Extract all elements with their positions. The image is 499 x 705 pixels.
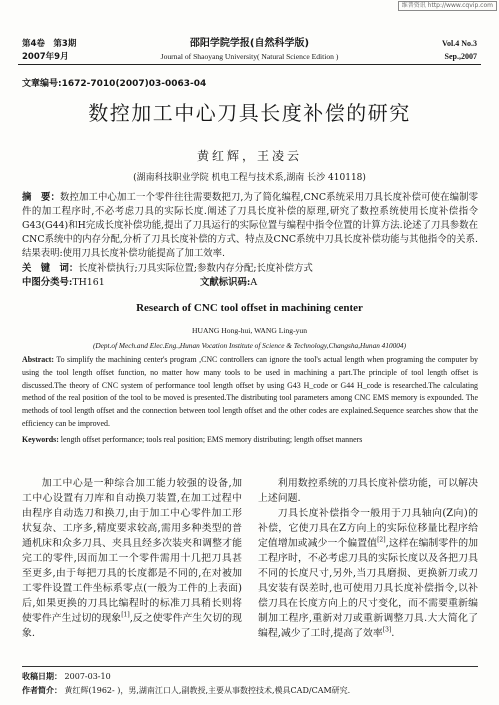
affiliation-cn: (湖南科技职业学院 机电工程与技术系,湖南 长沙 410118) [133,173,366,183]
abstract-en-text: To simplify the machining center's program ,CNC controllers can ignore the tool's actual length when programing the computer by using the tool length offset function, no matter how many tools to be used in machining a part.The principle of tool length offset is discussed.The theory of CNC system of performance tool length offset by using G43 H_code or G44 H_code is researched.The calculating method of the real position of the tool to be moved is presented.The distributing tool parameters among CNC EMS memory is expounded. The methods of tool length offset and the connection between tool length offset and the other codes are explained.Sequence searches show that the efficiency can be improved. [22,355,478,428]
abstract-en-label: Abstract: [22,355,54,364]
volume-number-en: Vol.4 No.3 [441,39,477,48]
body-paragraph: 利用数控系统的刀具长度补偿功能，可以解决上述问题. [258,478,478,504]
article-id-label: 文章编号: [22,79,62,89]
abstract-en [22,354,478,431]
abstract-cn [22,191,478,261]
affiliation-en: (Dept.of Mech.and Elec.Eng.,Hunan Vocation Institute of Science & Technology,Changsha,Hunan 410004) [92,341,407,350]
paragraph-text: ,反之使零件产生欠切的现象. [22,613,242,639]
keywords-en-label: Keywords: [22,435,59,444]
paragraph-text: . [391,628,395,639]
paragraph-text: ,这样在编制零件的加工程序时，不必考虑刀具的实际长度以及各把刀具不同的长度尺寸,另外,当刀具磨损、更换新刀或刀具安装有误差时,也可使用刀具长度补偿指令,以补偿刀具在长度方向上的尺寸变化，而不需要重新编制加工程序,重新对刀或重新调整刀具.大大简化了编程,减少了工时,提高了效率 [258,538,478,639]
author-bio-label: 作者简介： [22,685,62,695]
authors-cn: 黄红辉，王凌云 [196,149,302,163]
keywords-cn-text: 长度补偿执行;刀具实际位置;参数内存分配;长度补偿方式 [78,263,313,274]
journal-name-en: Journal of Shaoyang University( Natural Science Edition ) [160,52,339,61]
received-date-value: 2007-03-10 [62,672,111,681]
paper-title-en: Research of CNC tool offset in machining center [136,302,363,314]
keywords-en-text: length offset performance; tools real position; EMS memory distributing; length offset manners [58,435,363,444]
author-bio [22,684,478,697]
article-id-value: 1672-7010(2007)03-0063-04 [61,79,207,89]
received-date-label: 收稿日期： [22,671,62,681]
citation-ref: [2] [377,536,386,544]
footnote-rule [22,666,478,667]
received-date [22,670,478,683]
abstract-cn-text: 数控加工中心加工一个零件往往需要数把刀,为了简化编程,CNC系统采用刀具长度补偿可使在编制零件的加工程序时,不必考虑刀具的实际长度.阐述了刀具长度补偿的原理,研究了数控系统使用长度补偿指令G43(G44)和H完成长度补偿功能,提出了刀具运行的实际位置与编程中指令位置的计算方法.论述了刀具参数在CNC系统中的内存分配,分析了刀具长度补偿的方式、特点及CNC系统中刀具长度补偿功能与其他指令的关系.结果表明:使用刀具长度补偿功能提高了加工效率. [22,192,478,259]
body-paragraph [22,476,242,641]
document-code-label: 文献标识码: [200,277,251,288]
author-bio-text: 黄红辉(1962- )，男,湖南江口人,副教授,主要从事数控技术,模具CAD/CAM研究. [62,686,351,695]
abstract-cn-label: 摘 要： [22,192,60,203]
journal-name-cn: 邵阳学院学报(自然科学版) [189,38,310,49]
body-paragraph [258,506,478,641]
document-code [200,276,257,290]
header-rule [18,64,481,65]
citation-ref: [3] [382,626,392,634]
keywords-en [22,433,478,446]
watermark-stamp: 维普资讯 http://www.cqvip.com [398,1,497,11]
body-column-left [22,476,242,641]
article-id [22,78,206,90]
issue-date-cn: 2007年9月 [22,52,69,62]
paragraph-text: 刀具长度补偿指令一般用于刀具轴向(Z向)的补偿，它使刀具在Z方向上的实际位移量比程序给定值增加或减少一个偏置值 [258,508,478,549]
body-column-right [258,476,478,641]
clc-number [22,276,105,290]
clc-label: 中图分类号: [22,277,73,288]
paragraph-text: 加工中心是一种综合加工能力较强的设备,加工中心设置有刀库和自动换刀装置,在加工过程中由程序自动选刀和换刀,由于加工中心零件加工形状复杂、工序多,精度要求较高,需用多种类型的普通机床和众多刀具、夹具且经多次装夹和调整才能完工的零件,因而加工一个零件需用十几把刀具甚至更多,由于每把刀具的长度都是不同的,在对被加工零件设置工件坐标系零点(一般为工件的上表面)后,如果更换的刀具比编程时的标准刀具稍长则将使零件产生过切的现象 [22,478,242,624]
volume-issue: 第4卷 第3期 [22,39,77,49]
keywords-cn-label: 关 键 词： [22,263,79,274]
document-code-value: A [250,277,258,288]
keywords-cn [22,262,478,276]
clc-value: TH161 [72,277,105,288]
paper-title-cn: 数控加工中心刀具长度补偿的研究 [88,101,411,125]
issue-date-en: Sep.,2007 [444,52,477,61]
authors-en: HUANG Hong-hui, WANG Ling-yun [191,326,308,335]
citation-ref: [1] [121,611,130,619]
